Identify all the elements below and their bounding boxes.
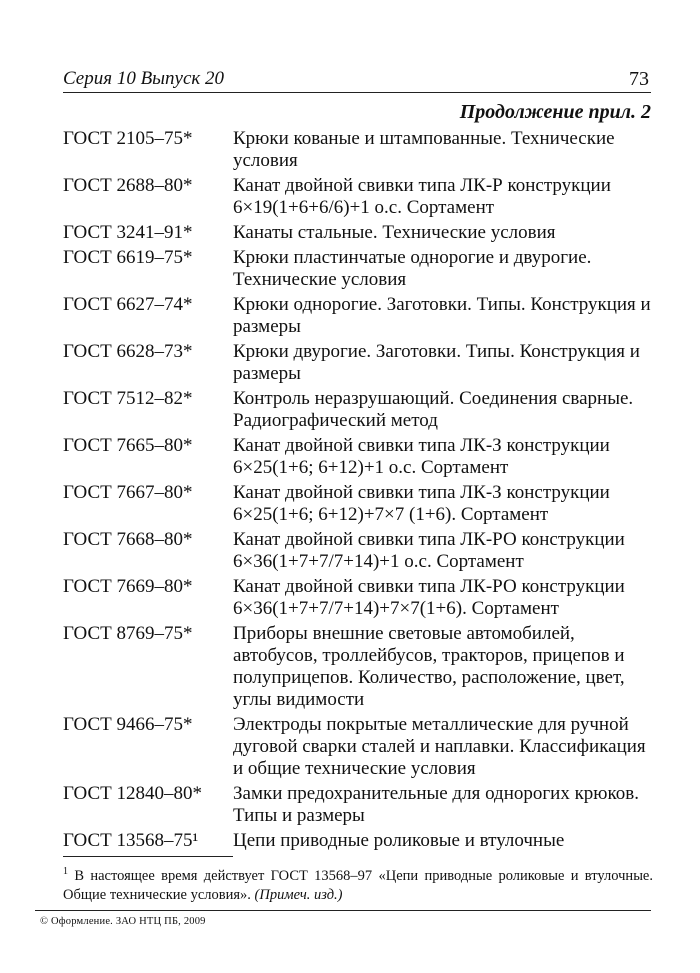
standard-entry <box>63 222 653 244</box>
standard-code: ГОСТ 12840–80* <box>63 783 202 804</box>
standard-title: Канат двойной свивки типа ЛК-РО конструкции 6×36(1+7+7/7+14)+7×7(1+6). Сортамент <box>233 576 625 619</box>
standard-title: Крюки кованые и штампованные. Технические условия <box>233 128 615 171</box>
standard-code: ГОСТ 7668–80* <box>63 529 193 550</box>
standard-code: ГОСТ 8769–75* <box>63 623 193 644</box>
standard-entry <box>63 830 653 852</box>
standard-title: Канат двойной свивки типа ЛК-З конструкции 6×25(1+6; 6+12)+1 о.с. Сортамент <box>233 435 610 478</box>
standard-entry <box>63 247 653 291</box>
footnote-note: (Примеч. изд.) <box>254 886 343 903</box>
standard-code: ГОСТ 7512–82* <box>63 388 193 409</box>
standard-code: ГОСТ 3241–91* <box>63 222 193 243</box>
standard-entry <box>63 294 653 338</box>
standard-entry <box>63 714 653 780</box>
continuation-label: Продолжение прил. 2 <box>459 101 651 123</box>
standard-title: Приборы внешние световые автомобилей, автобусов, троллейбусов, тракторов, прицепов и полуприцепов. Количество, расположение, цвет, углы видимости <box>233 623 625 710</box>
standard-title: Электроды покрытые металлические для ручной дуговой сварки сталей и наплавки. Классификация и общие технические условия <box>233 714 646 779</box>
standard-title: Контроль неразрушающий. Соединения сварные. Радиографический метод <box>233 388 634 431</box>
footnote <box>63 862 653 905</box>
standard-entry <box>63 388 653 432</box>
standard-code: ГОСТ 2688–80* <box>63 175 193 196</box>
standard-entry <box>63 435 653 479</box>
footnote-divider <box>63 856 233 857</box>
standard-title: Канаты стальные. Технические условия <box>233 222 556 243</box>
standard-entry <box>63 576 653 620</box>
standard-code: ГОСТ 6627–74* <box>63 294 193 315</box>
series-label: Серия 10 Выпуск 20 <box>63 68 225 89</box>
bottom-divider <box>35 910 651 911</box>
standard-code: ГОСТ 13568–75¹ <box>63 830 199 851</box>
footnote-text: В настоящее время действует ГОСТ 13568–97 «Цепи приводные роликовые и втулочные. Общие технические условия». <box>63 867 653 903</box>
standard-title: Канат двойной свивки типа ЛК-З конструкции 6×25(1+6; 6+12)+7×7 (1+6). Сортамент <box>233 482 610 525</box>
page-number: 73 <box>629 68 649 90</box>
standard-code: ГОСТ 7667–80* <box>63 482 193 503</box>
running-header <box>63 62 651 93</box>
standard-title: Крюки двурогие. Заготовки. Типы. Конструкция и размеры <box>233 341 640 384</box>
standard-code: ГОСТ 7665–80* <box>63 435 193 456</box>
standard-entry <box>63 623 653 711</box>
standard-entry <box>63 482 653 526</box>
standard-entry <box>63 128 653 172</box>
standards-list <box>63 128 653 855</box>
standard-title: Цепи приводные роликовые и втулочные <box>233 830 565 851</box>
standard-entry <box>63 783 653 827</box>
standard-entry <box>63 175 653 219</box>
standard-entry <box>63 529 653 573</box>
standard-title: Крюки пластинчатые однорогие и двурогие. Технические условия <box>233 247 592 290</box>
copyright: © Оформление. ЗАО НТЦ ПБ, 2009 <box>40 916 206 927</box>
standard-title: Канат двойной свивки типа ЛК-РО конструкции 6×36(1+7+7/7+14)+1 о.с. Сортамент <box>233 529 625 572</box>
standard-title: Канат двойной свивки типа ЛК-Р конструкции 6×19(1+6+6/6)+1 о.с. Сортамент <box>233 175 611 218</box>
standard-code: ГОСТ 7669–80* <box>63 576 193 597</box>
standard-title: Замки предохранительные для однорогих крюков. Типы и размеры <box>233 783 639 826</box>
standard-code: ГОСТ 2105–75* <box>63 128 193 149</box>
standard-title: Крюки однорогие. Заготовки. Типы. Конструкция и размеры <box>233 294 651 337</box>
standard-code: ГОСТ 9466–75* <box>63 714 193 735</box>
standard-code: ГОСТ 6628–73* <box>63 341 193 362</box>
standard-entry <box>63 341 653 385</box>
standard-code: ГОСТ 6619–75* <box>63 247 193 268</box>
footnote-marker: 1 <box>63 866 68 877</box>
